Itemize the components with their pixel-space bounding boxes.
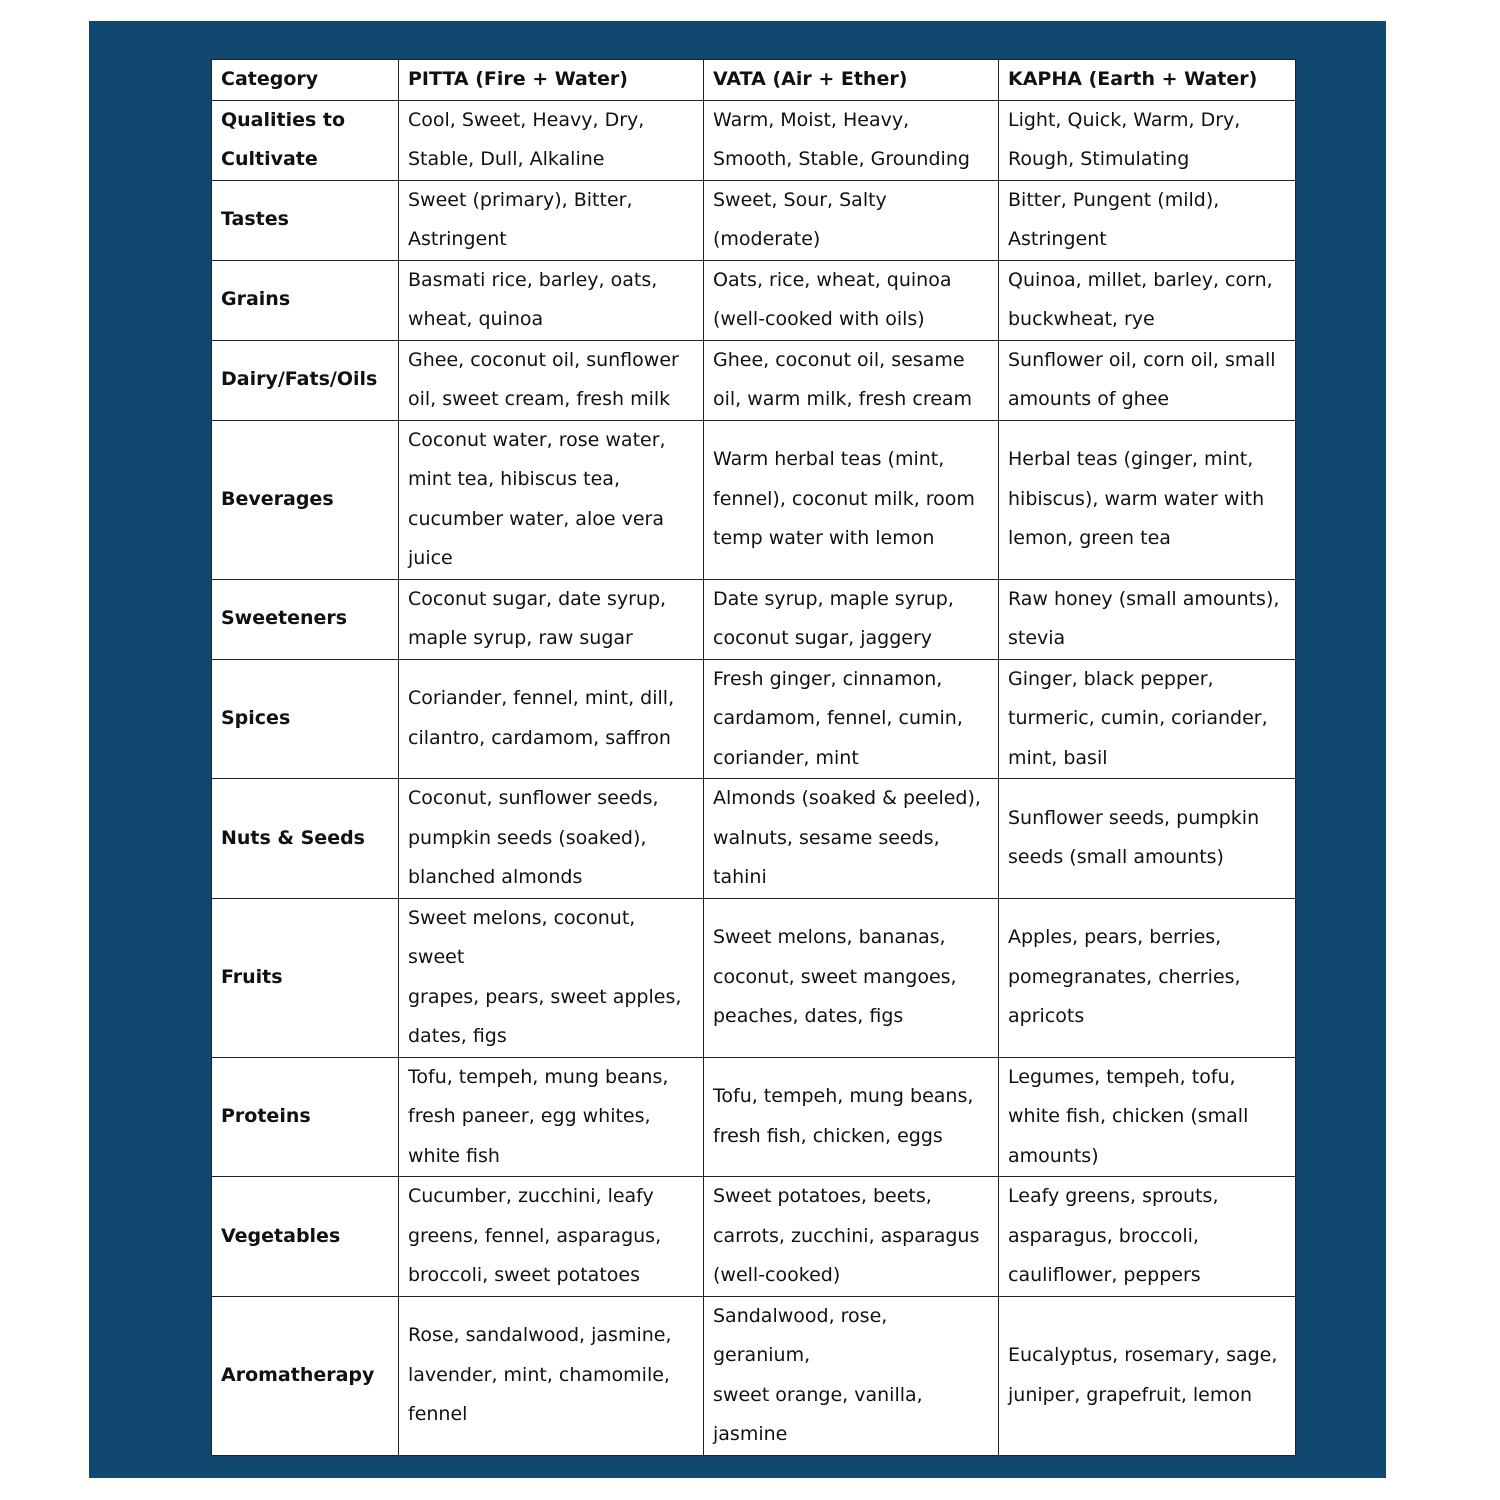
vata-cell: Sweet potatoes, beets, carrots, zucchini, asparagus (well-cooked) bbox=[704, 1177, 999, 1297]
table-row bbox=[212, 420, 1296, 579]
row-category: Tastes bbox=[212, 180, 399, 260]
vata-cell: Date syrup, maple syrup, coconut sugar, jaggery bbox=[704, 579, 999, 659]
row-category: Aromatherapy bbox=[212, 1296, 399, 1455]
row-category: Dairy/Fats/Oils bbox=[212, 340, 399, 420]
table-row bbox=[212, 1177, 1296, 1297]
vata-cell: Sandalwood, rose, geranium, sweet orange, vanilla, jasmine bbox=[704, 1296, 999, 1455]
row-category: Sweeteners bbox=[212, 579, 399, 659]
row-category: Nuts & Seeds bbox=[212, 779, 399, 899]
vata-cell: Sweet melons, bananas, coconut, sweet mangoes, peaches, dates, figs bbox=[704, 898, 999, 1057]
table-row bbox=[212, 1296, 1296, 1455]
vata-cell: Warm herbal teas (mint, fennel), coconut milk, room temp water with lemon bbox=[704, 420, 999, 579]
kapha-cell: Light, Quick, Warm, Dry, Rough, Stimulating bbox=[999, 100, 1296, 180]
table-header-row bbox=[212, 60, 1296, 101]
kapha-cell: Leafy greens, sprouts, asparagus, broccoli, cauliflower, peppers bbox=[999, 1177, 1296, 1297]
table-row bbox=[212, 898, 1296, 1057]
pitta-cell: Cool, Sweet, Heavy, Dry, Stable, Dull, Alkaline bbox=[399, 100, 704, 180]
table-row bbox=[212, 659, 1296, 779]
kapha-cell: Apples, pears, berries, pomegranates, cherries, apricots bbox=[999, 898, 1296, 1057]
vata-cell: Oats, rice, wheat, quinoa (well-cooked with oils) bbox=[704, 260, 999, 340]
pitta-cell: Coconut, sunflower seeds, pumpkin seeds (soaked), blanched almonds bbox=[399, 779, 704, 899]
kapha-cell: Bitter, Pungent (mild), Astringent bbox=[999, 180, 1296, 260]
vata-cell: Ghee, coconut oil, sesame oil, warm milk, fresh cream bbox=[704, 340, 999, 420]
row-category: Spices bbox=[212, 659, 399, 779]
kapha-cell: Sunflower oil, corn oil, small amounts of ghee bbox=[999, 340, 1296, 420]
kapha-cell: Legumes, tempeh, tofu, white fish, chicken (small amounts) bbox=[999, 1057, 1296, 1177]
vata-cell: Sweet, Sour, Salty (moderate) bbox=[704, 180, 999, 260]
pitta-cell: Tofu, tempeh, mung beans, fresh paneer, egg whites, white fish bbox=[399, 1057, 704, 1177]
table-row bbox=[212, 260, 1296, 340]
kapha-cell: Ginger, black pepper, turmeric, cumin, coriander, mint, basil bbox=[999, 659, 1296, 779]
pitta-cell: Coconut water, rose water, mint tea, hibiscus tea, cucumber water, aloe vera juice bbox=[399, 420, 704, 579]
pitta-cell: Sweet melons, coconut, sweet grapes, pears, sweet apples, dates, figs bbox=[399, 898, 704, 1057]
pitta-cell: Rose, sandalwood, jasmine, lavender, mint, chamomile, fennel bbox=[399, 1296, 704, 1455]
pitta-cell: Coriander, fennel, mint, dill, cilantro, cardamom, saffron bbox=[399, 659, 704, 779]
kapha-cell: Eucalyptus, rosemary, sage, juniper, grapefruit, lemon bbox=[999, 1296, 1296, 1455]
table-row bbox=[212, 180, 1296, 260]
header-vata: VATA (Air + Ether) bbox=[704, 60, 999, 101]
table-row bbox=[212, 100, 1296, 180]
table-row bbox=[212, 779, 1296, 899]
table-row bbox=[212, 579, 1296, 659]
vata-cell: Almonds (soaked & peeled), walnuts, sesame seeds, tahini bbox=[704, 779, 999, 899]
pitta-cell: Basmati rice, barley, oats, wheat, quinoa bbox=[399, 260, 704, 340]
table-row bbox=[212, 340, 1296, 420]
pitta-cell: Coconut sugar, date syrup, maple syrup, raw sugar bbox=[399, 579, 704, 659]
dosha-diet-table bbox=[211, 59, 1296, 1456]
vata-cell: Tofu, tempeh, mung beans, fresh fish, chicken, eggs bbox=[704, 1057, 999, 1177]
pitta-cell: Ghee, coconut oil, sunflower oil, sweet cream, fresh milk bbox=[399, 340, 704, 420]
row-category: Vegetables bbox=[212, 1177, 399, 1297]
row-category: Qualities to Cultivate bbox=[212, 100, 399, 180]
header-pitta: PITTA (Fire + Water) bbox=[399, 60, 704, 101]
row-category: Grains bbox=[212, 260, 399, 340]
kapha-cell: Quinoa, millet, barley, corn, buckwheat, rye bbox=[999, 260, 1296, 340]
table-row bbox=[212, 1057, 1296, 1177]
kapha-cell: Sunflower seeds, pumpkin seeds (small amounts) bbox=[999, 779, 1296, 899]
pitta-cell: Cucumber, zucchini, leafy greens, fennel, asparagus, broccoli, sweet potatoes bbox=[399, 1177, 704, 1297]
row-category: Beverages bbox=[212, 420, 399, 579]
pitta-cell: Sweet (primary), Bitter, Astringent bbox=[399, 180, 704, 260]
kapha-cell: Raw honey (small amounts), stevia bbox=[999, 579, 1296, 659]
vata-cell: Warm, Moist, Heavy, Smooth, Stable, Grounding bbox=[704, 100, 999, 180]
vata-cell: Fresh ginger, cinnamon, cardamom, fennel, cumin, coriander, mint bbox=[704, 659, 999, 779]
kapha-cell: Herbal teas (ginger, mint, hibiscus), warm water with lemon, green tea bbox=[999, 420, 1296, 579]
row-category: Fruits bbox=[212, 898, 399, 1057]
header-kapha: KAPHA (Earth + Water) bbox=[999, 60, 1296, 101]
row-category: Proteins bbox=[212, 1057, 399, 1177]
header-category: Category bbox=[212, 60, 399, 101]
